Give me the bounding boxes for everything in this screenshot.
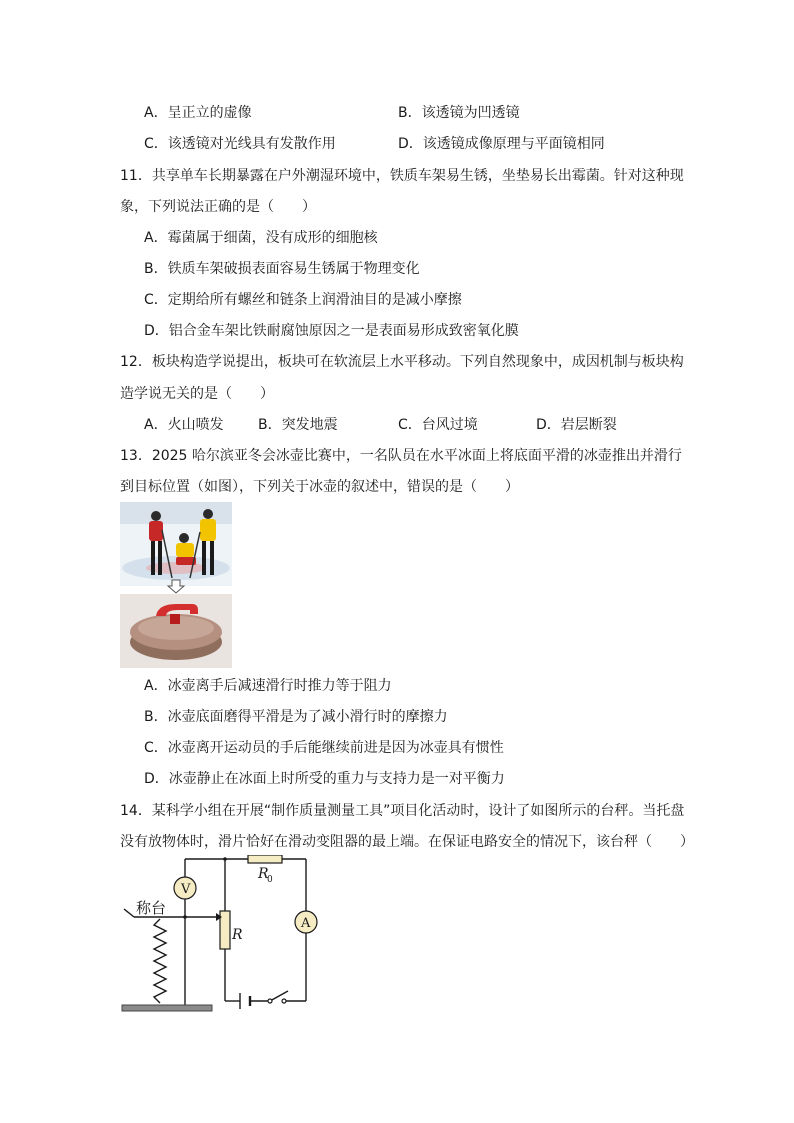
q10-option-c: C．该透镜对光线具有发散作用	[144, 136, 336, 152]
q12-option-d: D．岩层断裂	[536, 417, 617, 433]
rheostat-label: R	[232, 927, 243, 943]
q13-stem-line2: 到目标位置（如图），下列关于冰壶的叙述中，错误的是（ ）	[120, 479, 519, 495]
q13-option-c: C．冰壶离开运动员的手后能继续前进是因为冰壶具有惯性	[144, 740, 504, 756]
q10-option-d: D．该透镜成像原理与平面镜相同	[398, 136, 605, 152]
r0-subscript: 0	[267, 875, 273, 885]
q13-option-b: B．冰壶底面磨得平滑是为了减小滑行时的摩擦力	[144, 709, 448, 725]
tray-label: 称台	[136, 899, 167, 917]
q13-option-a: A．冰壶离手后减速滑行时推力等于阻力	[144, 678, 392, 694]
ammeter-label: A	[301, 916, 311, 931]
curling-illustration	[120, 502, 232, 668]
q14-stem-line2: 没有放物体时，滑片恰好在滑动变阻器的最上端。在保证电路安全的情况下，该台秤（ ）	[120, 834, 694, 850]
q11-stem-line2: 象，下列说法正确的是（ ）	[120, 199, 316, 215]
voltmeter-label: V	[181, 882, 191, 897]
r0-label: R	[258, 866, 269, 882]
q11-option-c: C．定期给所有螺丝和链条上润滑油目的是减小摩擦	[144, 292, 462, 308]
q12-stem-line2: 造学说无关的是（ ）	[120, 386, 274, 402]
q13-stem-line1: 13．2025 哈尔滨亚冬会冰壶比赛中，一名队员在水平冰面上将底面平滑的冰壶推出并滑行	[120, 448, 682, 464]
q14-circuit-diagram	[110, 855, 330, 1025]
q11-stem-line1: 11．共享单车长期暴露在户外潮湿环境中，铁质车架易生锈，坐垫易长出霉菌。针对这种现	[120, 168, 684, 184]
q12-stem-line1: 12．板块构造学说提出，板块可在软流层上水平移动。下列自然现象中，成因机制与板块构	[120, 354, 684, 370]
q10-option-b: B．该透镜为凹透镜	[398, 105, 520, 121]
scale-circuit	[110, 855, 330, 1025]
q11-option-a: A．霉菌属于细菌，没有成形的细胞核	[144, 230, 378, 246]
q12-option-a: A．火山喷发	[144, 417, 224, 433]
q13-option-d: D．冰壶静止在冰面上时所受的重力与支持力是一对平衡力	[144, 771, 505, 787]
q11-option-d: D．铝合金车架比铁耐腐蚀原因之一是表面易形成致密氧化膜	[144, 323, 519, 339]
q12-option-c: C．台风过境	[398, 417, 478, 433]
q12-option-b: B．突发地震	[258, 417, 338, 433]
q10-option-a: A．呈正立的虚像	[144, 105, 252, 121]
q14-stem-line1: 14．某科学小组在开展“制作质量测量工具”项目化活动时，设计了如图所示的台秤。当托盘	[120, 803, 685, 819]
q11-option-b: B．铁质车架破损表面容易生锈属于物理变化	[144, 261, 420, 277]
q13-figure	[120, 502, 232, 668]
